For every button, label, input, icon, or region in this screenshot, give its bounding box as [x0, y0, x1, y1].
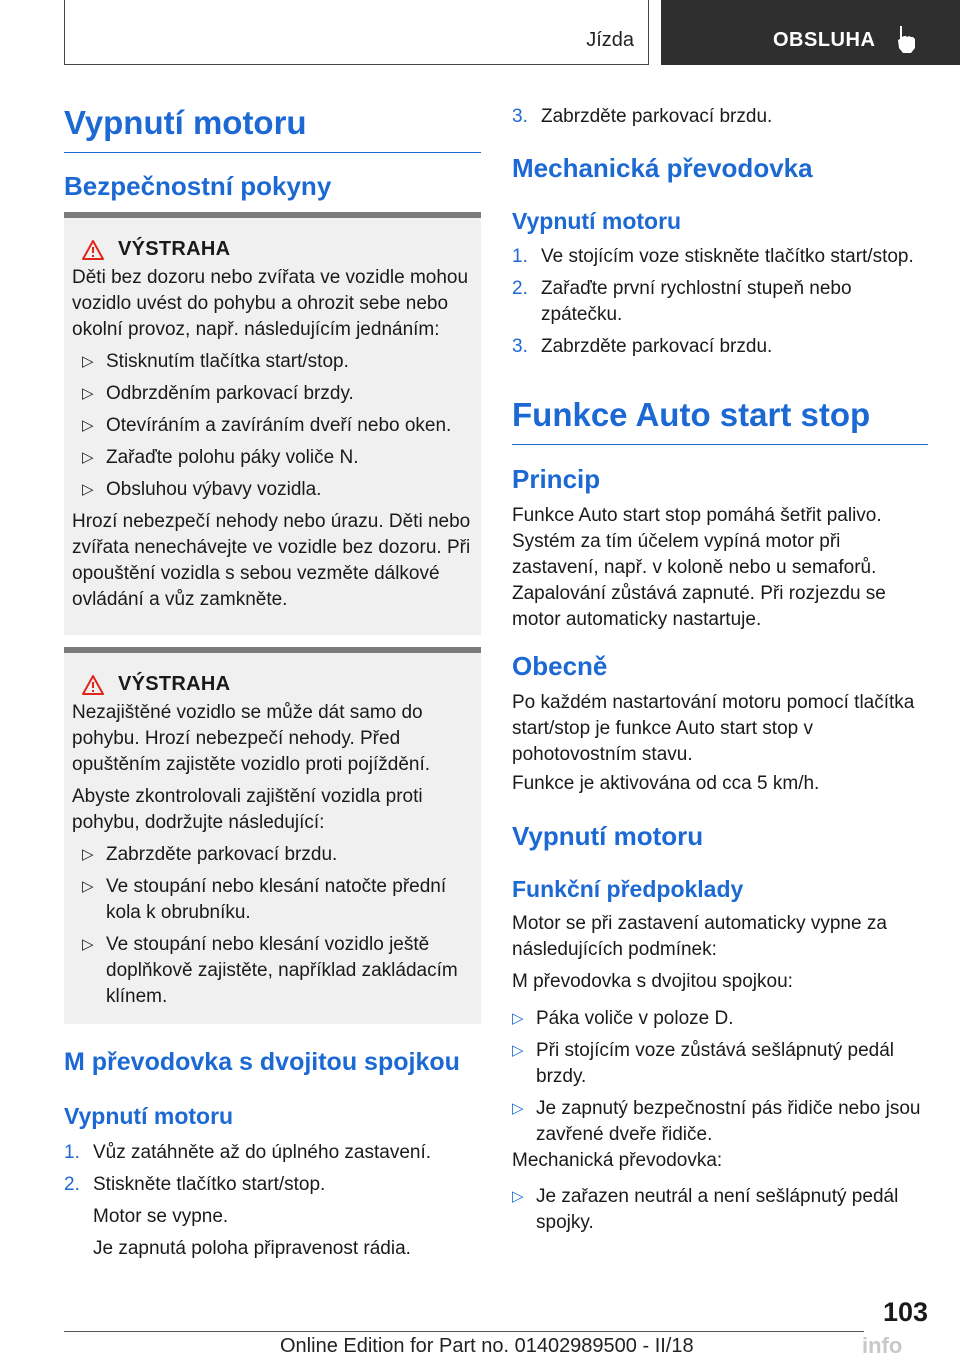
list-item: ▷ Otevíráním a zavíráním dveří nebo oken.: [82, 413, 473, 439]
triangle-bullet-icon: ▷: [82, 417, 94, 434]
preconditions-heading: Funkční předpoklady: [512, 876, 744, 902]
manual-steps: [512, 244, 928, 366]
dct-label: M převodovka s dvojitou spojkou:: [512, 971, 793, 992]
triangle-bullet-icon: ▷: [512, 1100, 524, 1117]
warning-text: Nezajištěné vozidlo se může dát samo do pohybu. Hrozí nebezpečí nehody. Před opuštěním zajistěte vozidlo proti pojíždění.: [72, 702, 431, 775]
warning-triangle-icon: [82, 240, 104, 260]
step-note: Motor se vypne.: [93, 1206, 229, 1227]
general-heading: Obecně: [512, 651, 608, 681]
manual-heading: Mechanická převodovka: [512, 153, 813, 183]
engine-off-heading: Vypnutí motoru: [512, 821, 704, 851]
header-section-label: Jízda: [586, 29, 634, 51]
header-chapter-label: OBSLUHA: [773, 29, 876, 51]
warning-triangle-icon: [82, 675, 104, 695]
warning-label: VÝSTRAHA: [118, 673, 231, 695]
warning-text: Děti bez dozoru nebo zvířata ve vozidle mohou vozidlo uvést do pohybu a ohrozit sebe nebo okolní provoz, např. následujícím jednáním:: [72, 267, 469, 340]
preconditions-text: Motor se při zastavení automaticky vypne za následujících podmínek:: [512, 913, 887, 960]
pointing-hand-icon: [895, 24, 921, 54]
footer-divider: [64, 1331, 864, 1332]
general-text: Po každém nastartování motoru pomocí tlačítka start/stop je funkce Auto start stop v pohotovostním stavu.: [512, 692, 915, 765]
list-item: 2. Zařaďte první rychlostní stupeň nebo zpátečku.: [512, 278, 852, 325]
list-item: ▷ Ve stoupání nebo klesání vozidlo ještě doplňkově zajistěte, například zakládacím klínem.: [82, 934, 458, 1007]
principle-heading: Princip: [512, 464, 601, 494]
triangle-bullet-icon: ▷: [82, 385, 94, 402]
triangle-bullet-icon: ▷: [82, 878, 94, 895]
header-chapter-box: [661, 0, 960, 65]
safety-heading: Bezpečnostní pokyny: [64, 171, 332, 201]
list-item: ▷ Stisknutím tlačítka start/stop.: [82, 349, 473, 375]
list-item: ▷ Při stojícím voze zůstává sešlápnutý pedál brzdy.: [512, 1040, 895, 1087]
warning-box-2: [64, 647, 481, 1024]
page-title: Vypnutí motoru: [64, 104, 481, 153]
warning-text: Abyste zkontrolovali zajištění vozidla proti pohybu, dodržujte následující:: [72, 786, 423, 833]
list-item: ▷ Je zařazen neutrál a není sešlápnutý pedál spojky.: [512, 1186, 899, 1233]
list-item: 3. Zabrzděte parkovací brzdu.: [512, 336, 773, 357]
warning-title-2: [72, 673, 473, 696]
triangle-bullet-icon: ▷: [82, 449, 94, 466]
list-item: ▷ Páka voliče v poloze D.: [512, 1006, 928, 1032]
list-item: 2. Stiskněte tlačítko start/stop.: [64, 1174, 326, 1195]
list-item: 3. Zabrzděte parkovací brzdu.: [512, 106, 773, 127]
triangle-bullet-icon: ▷: [512, 1188, 524, 1205]
manual-conditions: [512, 1178, 928, 1242]
footer-watermark: info: [862, 1333, 903, 1358]
triangle-bullet-icon: ▷: [82, 846, 94, 863]
warning-title-1: [72, 238, 473, 261]
dct-heading: M převodovka s dvojitou spojkou: [64, 1048, 460, 1076]
list-item: ▷ Zabrzděte parkovací brzdu.: [82, 842, 473, 868]
page-number: 103: [882, 1297, 928, 1327]
list-item: ▷ Ve stoupání nebo klesání natočte přední kola k obrubníku.: [82, 876, 447, 923]
triangle-bullet-icon: ▷: [82, 481, 94, 498]
warning-list: [82, 349, 473, 503]
warning-text: Hrozí nebezpečí nehody nebo úrazu. Děti nebo zvířata nenechávejte ve vozidle bez dozoru. Při opouštění vozidla s sebou vezměte dálkové ovládání a vůz zamkněte.: [72, 511, 471, 610]
manual-subheading: Vypnutí motoru: [512, 208, 682, 234]
header-section-box: [64, 0, 649, 65]
dct-subheading: Vypnutí motoru: [64, 1103, 234, 1129]
step-note: Je zapnutá poloha připravenost rádia.: [93, 1238, 411, 1259]
dct-steps: [64, 1140, 481, 1268]
section-title: Funkce Auto start stop: [512, 396, 928, 445]
list-item: 1. Ve stojícím voze stiskněte tlačítko start/stop.: [512, 246, 914, 267]
triangle-bullet-icon: ▷: [82, 936, 94, 953]
triangle-bullet-icon: ▷: [512, 1010, 524, 1027]
footer-edition: Online Edition for Part no. 01402989500 - II/18: [280, 1335, 694, 1357]
list-item: ▷ Obsluhou výbavy vozidla.: [82, 477, 473, 503]
general-text: Funkce je aktivována od cca 5 km/h.: [512, 773, 820, 794]
list-item: ▷ Je zapnutý bezpečnostní pás řidiče nebo jsou zavřené dveře řidiče.: [512, 1098, 921, 1145]
list-item: ▷ Odbrzděním parkovací brzdy.: [82, 381, 473, 407]
list-item: 1. Vůz zatáhněte až do úplného zastavení.: [64, 1142, 432, 1163]
list-item: ▷ Zařaďte polohu páky voliče N.: [82, 445, 473, 471]
triangle-bullet-icon: ▷: [512, 1042, 524, 1059]
warning-list: [82, 842, 473, 1010]
dct-conditions: [512, 1000, 928, 1154]
warning-label: VÝSTRAHA: [118, 238, 231, 260]
principle-text: Funkce Auto start stop pomáhá šetřit palivo. Systém za tím účelem vypíná motor při zastavení, např. v koloně nebo u semaforů. Zapalování zůstává zapnuté. Při rozjezdu se motor automaticky nastartuje.: [512, 505, 886, 630]
manual-label: Mechanická převodovka:: [512, 1150, 723, 1171]
warning-box-1: [64, 212, 481, 635]
triangle-bullet-icon: ▷: [82, 353, 94, 370]
